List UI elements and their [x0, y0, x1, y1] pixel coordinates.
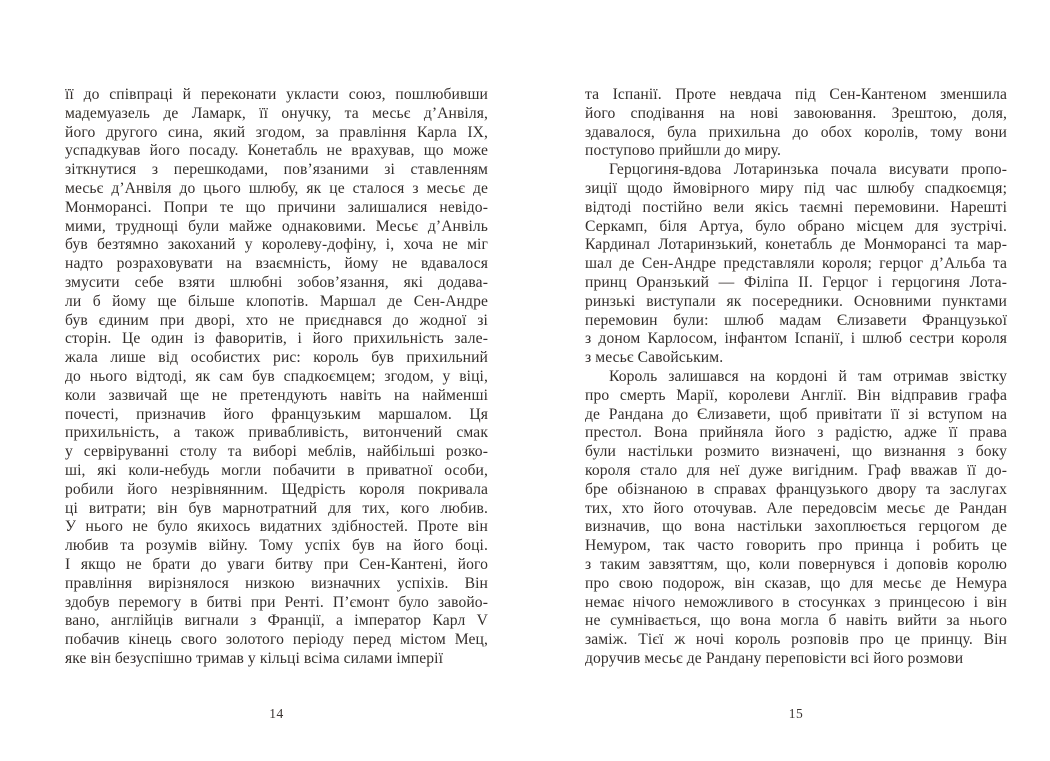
text-line: Кардинал Лотаринзький, конетабль де Монморансі та мар- — [585, 236, 1007, 254]
text-line: поступово прийшли до миру. — [585, 142, 781, 160]
text-line: месьє д’Анвіля до цього шлюбу, як це сталося з месьє де — [65, 179, 488, 197]
text-line: здавалося, була прихильна до обох королів, тому вони — [585, 123, 1007, 141]
text-line: почесті, призначив його французьким маршалом. Ця — [65, 405, 488, 423]
text-line: яке він безуспішно тримав у кільці всіма силами імперії — [65, 649, 444, 667]
text-line: побачив кінець свого золотого періоду перед містом Мец, — [65, 631, 488, 649]
text-line: зиції щодо ймовірного миру під час шлюбу спадкоємця; — [585, 179, 1007, 197]
text-line: з месьє Савойським. — [585, 349, 724, 367]
text-line: Монморансі. Попри те що причини залишалися невідо- — [65, 198, 488, 216]
text-line: правління вирізнялося низкою визначних успіхів. Він — [65, 574, 488, 592]
text-line: надто розраховувати на взаємність, йому не вдавалося — [65, 255, 488, 273]
text-line: був єдиним при дворі, хто не приєднався до жодної зі — [65, 311, 488, 329]
page-right — [525, 0, 1050, 761]
text-line: Немуром, так часто говорить про принца і робить це — [585, 537, 1007, 555]
text-line: сторін. Це один із фаворитів, і його прихильність зале- — [65, 330, 488, 348]
text-line: його другого сина, який згодом, за правління Карла IX, — [65, 123, 488, 141]
text-line: ли б йому ще більше клопотів. Маршал де Сен-Андре — [65, 292, 488, 310]
text-line: шал де Сен-Андре представляли короля; герцог д’Альба та — [585, 255, 1007, 273]
text-line: робили його незрівнянним. Щедрість короля покривала — [65, 480, 488, 498]
text-line: не сумнівається, що вона могла б навіть вийти за нього — [585, 612, 1007, 630]
text-line: про свою подорож, він сказав, що для месьє де Немура — [585, 574, 1007, 592]
text-line: тих, хто його оточував. Але передовсім месьє де Рандан — [585, 499, 1007, 517]
text-line: зіткнутися з перешкодами, пов’язаними зі ставленням — [65, 161, 488, 179]
right-page-text-column — [585, 86, 1007, 669]
left-page-text-column — [65, 86, 488, 669]
text-line: Король залишався на кордоні й там отримав звістку — [609, 367, 1007, 385]
text-line: жала лише від особистих рис: король був прихильний — [65, 349, 488, 367]
text-line: у сервіруванні столу та виборі меблів, найбільші розко- — [65, 443, 488, 461]
text-line: престол. Вона прийняла його з радістю, адже її права — [585, 424, 1007, 442]
text-line: бре обізнаною в справах французького двору та заслугах — [585, 480, 1007, 498]
text-line: немає нічого неможливого в стосунках з принцесою і він — [585, 593, 1007, 611]
text-line: перемовин були: шлюб мадам Єлизавети Французької — [585, 311, 1007, 329]
text-line: короля стало для неї дуже вигідним. Граф вважав її до- — [585, 461, 1007, 479]
text-line: змусити себе взяти шлюбні зобов’язання, які додава- — [65, 273, 488, 291]
text-line: прихильність, а також привабливість, витончений смак — [65, 424, 488, 442]
text-line: принц Оранзький — Філіпа II. Герцог і герцогиня Лота- — [585, 273, 1007, 291]
text-line: І якщо не брати до уваги битву при Сен-Кантені, його — [65, 555, 488, 573]
right-page-number: 15 — [788, 706, 804, 721]
text-line: мими, труднощі були майже однаковими. Месьє д’Анвіль — [65, 217, 488, 235]
text-line: відтоді постійно вели якісь таємні перемовини. Нарешті — [585, 198, 1007, 216]
text-line: здобув перемогу в битві при Ренті. П’ємонт було завойо- — [65, 593, 488, 611]
text-line: успадкував його посаду. Конетабль не врахував, що може — [65, 142, 488, 160]
text-line: ринзькі виступали як посередники. Основними пунктами — [585, 292, 1007, 310]
text-line: мадемуазель де Ламарк, її онучку, та месьє д’Анвіля, — [65, 104, 488, 122]
left-page-number: 14 — [269, 706, 284, 721]
text-line: Герцогиня-вдова Лотаринзька почала висувати пропо- — [609, 161, 1007, 179]
text-line: та Іспанії. Проте невдача під Сен-Кантеном зменшила — [585, 86, 1007, 103]
text-line: заміж. Тієї ж ночі король розповів про це принцу. Він — [585, 631, 1007, 649]
text-line: її до співпраці й переконати укласти союз, пошлюбивши — [65, 86, 488, 103]
text-line: ші, які коли-небудь могли побачити в приватної особи, — [65, 461, 488, 479]
text-line: вано, англійців вигнали з Франції, а імператор Карл V — [65, 612, 488, 630]
text-line: доручив месьє де Рандану переповісти всі його розмови — [585, 649, 964, 667]
text-line: з таким завзяттям, що, коли повернувся і доповів королю — [585, 555, 1007, 573]
text-line: про смерть Марії, королеви Англії. Він відправив графа — [585, 386, 1007, 404]
text-line: до нього відтоді, як сам був спадкоємцем; згодом, у віці, — [65, 367, 488, 385]
text-line: де Рандана до Єлизавети, щоб привітати її зі вступом на — [585, 405, 1007, 423]
text-line: були настільки розмито визначені, що визнання з боку — [585, 443, 1007, 461]
text-line: любив та розумів війну. Тому успіх був на його боці. — [65, 537, 488, 555]
text-line: його сподівання на нові завоювання. Зрештою, доля, — [585, 104, 1007, 122]
text-line: з доном Карлосом, інфантом Іспанії, і шлюб сестри короля — [585, 330, 1007, 348]
text-line: ці витрати; він був марнотратний для тих, кого любив. — [65, 499, 488, 517]
text-line: був безтямно закоханий у королеву-дофіну, і, хоча не міг — [65, 236, 488, 254]
text-line: У нього не було якихось видатних здібностей. Проте він — [65, 518, 488, 536]
text-line: визначив, що вона настільки захоплюється герцогом де — [585, 518, 1007, 536]
text-line: Серкамп, біля Артуа, було обрано місцем для зустрічі. — [585, 217, 1007, 235]
text-line: коли зазвичай ще не претендують навіть на найменші — [65, 386, 488, 404]
